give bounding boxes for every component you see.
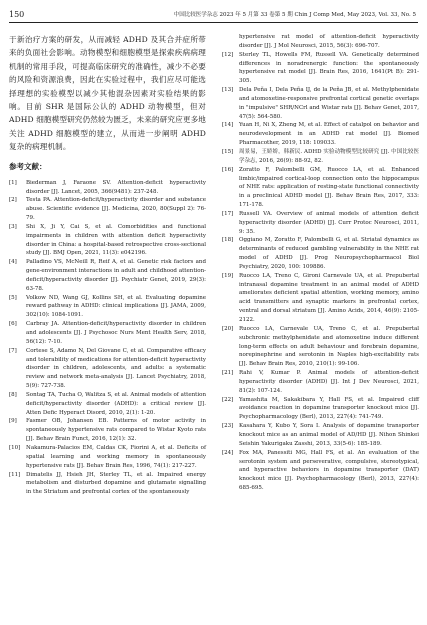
reference-number: [24] [222,449,234,456]
reference-text: Carbray JA. Attention-deficit/hyperactivity disorder in children and adolescents [J]. J Psychosoc Nurs Ment Health Serv, 2018, 56(12): 7-10. [26,321,206,345]
header-divider [9,22,418,23]
reference-number: [19] [222,272,234,279]
reference-number: [5] [9,294,17,301]
reference-number: [18] [222,237,234,244]
reference-text: Volkow ND, Wang GJ, Kollins SH, et al. Evaluating dopamine reward pathway in ADHD: clinical implications [J]. JAMA, 2009, 302(10): 1084-1091. [26,294,206,319]
reference-text: Ruocco LA, Carnevale UA, Treno C, et al. Prepubertal subchronic methylphenidate and atomoxetine induce different long-term effects on adult behaviour and forebrain dopamine, norepinephrine and serotonin in Naples high-excitability rats [J]. Behav Brain Res, 2010, 210(1): 99-106. [239,325,419,368]
reference-text: Kasahara Y, Kubo Y, Sora I. Analysis of dopamine transporter knockout mice as an animal model of AD/HD [J]. Nihon Shinkei Seishin Yakurigaku Zasshi, 2013, 33(5-6): 185-189. [239,423,419,447]
reference-item [9,391,206,418]
reference-item [222,369,419,396]
reference-number: [8] [9,391,17,398]
reference-item [222,148,419,166]
reference-item [9,347,206,391]
journal-running-header: 中国比较医学杂志 2023 年 5 月第 33 卷第 5 期 Chin J Comp Med, May 2023, Vol. 33, No. 5 [173,12,416,18]
reference-item [9,471,206,498]
reference-number: [10] [9,444,21,451]
reference-item [9,196,206,223]
reference-item [222,272,419,325]
reference-number: [21] [222,370,234,377]
reference-item [9,223,206,258]
reference-number: [11] [9,471,21,478]
reference-number: [17] [222,210,234,217]
reference-item [222,86,419,121]
reference-number: [20] [222,325,234,332]
reference-item [222,121,419,148]
reference-text: Nakamura-Palacios EM, Caldas CK, Fiorini A, et al. Deficits of spatial learning and working memory in spontaneously hypertensive rats [J]. Behav Brain Res, 1996, 74(1): 217-227. [26,444,206,469]
reference-item [222,325,419,369]
reference-number: [13] [222,87,234,94]
reference-number: [14] [222,122,234,129]
reference-text: Oggiano M, Zoratto F, Palombelli G, et al. Striatal dynamics as determinants of reduced gambling vulnerability in the NHE rat model of ADHD [J]. Prog Neuropsychopharmacol Biol Psychiatry, 2020, 100: 109886. [239,237,419,270]
reference-number: [7] [9,347,17,354]
reference-item [222,51,419,86]
reference-number: [1] [9,179,17,186]
references-heading: 参考文献： [9,161,47,171]
reference-item [222,166,419,210]
reference-text: hypertensive rat model of attention-deficit hyperactivity disorder [J]. J Mol Neurosci, 2015, 56(3): 696-707. [239,34,419,49]
reference-text: Yuan H, Ni X, Zheng M, et al. Effect of catalpol on behavior and neurodevelopment in an ADHD rat model [J]. Biomed Pharmacother, 2019, 118: 109033. [239,122,419,147]
reference-text: Zoratto F, Palombelli GM, Ruocco LA, et al. Enhanced limbic/impaired cortical-loop connection onto the hippocampus of NHE rats: application of resting-state functional connectivity in a preclinical ADHD model [J]. Behav Brain Res, 2017, 333: 171-178. [239,166,419,209]
reference-number: [12] [222,51,234,58]
reference-text: Fox MA, Panessiti MG, Hall FS, et al. An evaluation of the serotonin system and perseverative, compulsive, stereotypical, and hyperactive behaviors in dopamine transporter (DAT) knockout mice [J]. Psychopharmacology (Berl), 2013, 227(4): 685-695. [239,449,419,492]
left-column [9,33,206,497]
reference-text: 周景易，王娇娇，韩新民. ADHD 实验动物模型比较研究 [J]. 中国比较医学杂志, 2016, 26(9): 88-92, 82. [239,148,419,164]
reference-item [222,396,419,423]
reference-text: Dela Peña I, Dela Peña IJ, de la Peña JB, et al. Methylphenidate and atomoxetine-responsive prefrontal cortical genetic overlaps in "impulsive" SHR/NCrl and Wistar rats [J]. Behav Genet, 2017, 47(5): 564-580. [239,87,419,120]
reference-item [222,210,419,237]
body-paragraph: 于新治疗方案的研发，从而减轻 ADHD 及其合并症所带来的负面社会影响。动物模型和细胞模型是探索疾病病理机制的常用手段，可提高临床研究的准确性，减少不必要的风险和资源浪费，因此在实验过程中，我们应尽可能选择理想的实验模型以减少其他混杂因素对实验结果的影响。目前 SHR 是国际公认的 ADHD 动物模型，但对 ADHD 细胞模型研究仍然较为匮乏，未来的研究应更多地关注 ADHD 细胞模型的建立，从而进一步阐明 ADHD 复杂的病理机制。 [9,35,206,152]
reference-item [9,417,206,444]
reference-item [222,33,419,51]
reference-text: Dimatelis JJ, Hsieh JH, Sterley TL, et al. Impaired energy metabolism and disturbed dopamine and glutamate signalling in the Striatum and prefrontal cortex of the spontaneously [26,471,206,496]
reference-text: Shi X, Ji Y, Cai S, et al. Comorbidities and functional impairments in children with attention deficit hyperactivity disorder in China: a hospital-based retrospective cross-sectional study [J]. BMJ Open, 2021, 11(3): e042196. [26,223,206,257]
reference-number: [23] [222,423,234,430]
reference-item [9,258,206,293]
right-column [222,33,419,493]
reference-item [222,422,419,449]
reference-text: Rahi V, Kumar P. Animal models of attention-deficit hyperactivity disorder (ADHD) [J]. Int J Dev Neurosci, 2021, 81(2): 107-124. [239,370,419,394]
reference-number [222,33,239,51]
reference-text: Biederman J, Faraone SV. Attention-deficit hyperactivity disorder [J]. Lancet, 2005, 366(9481): 237-248. [26,179,206,195]
reference-item [9,294,206,321]
reference-text: Testa PA. Attention-deficit/hyperactivity disorder and substance abuse. Scientific evidence [J]. Medicina, 2020, 80(Suppl 2): 76-79. [26,197,206,222]
reference-item [9,179,206,197]
reference-text: Russell VA. Overview of animal models of attention deficit hyperactivity disorder (ADHD) [J]. Curr Protoc Neurosci, 2011, 9: 35. [239,210,419,235]
reference-text: Yamashita M, Sakakibara Y, Hall FS, et al. Impaired cliff avoidance reaction in dopamine transporter knockout mice [J]. Psychopharmacology (Berl), 2013, 227(4): 741-749. [239,396,419,421]
reference-number: [6] [9,321,17,328]
reference-list-right [222,33,419,493]
reference-number: [15] [222,148,234,155]
reference-text: Sterley TL, Howells FM, Russell VA. Genetically determined differences in noradrenergic function: the spontaneously hypertensive rat model [J]. Brain Res, 2016, 1641(Pt B): 291-305. [239,51,419,85]
reference-number: [2] [9,197,17,204]
reference-list-left [9,179,206,497]
reference-text: Sontag TA, Tucha O, Walitza S, et al. Animal models of attention deficit/hyperactivity disorder (ADHD): a critical review [J]. Atten Defic Hyperact Disord, 2010, 2(1): 1-20. [26,391,206,416]
reference-number: [9] [9,418,17,425]
reference-item [222,236,419,271]
reference-number: [3] [9,223,17,230]
reference-number: [22] [222,396,234,403]
reference-number: [16] [222,166,234,173]
reference-text: Cortese S, Adamo N, Del Giovane C, et al. Comparative efficacy and tolerability of medications for attention-deficit hyperactivity disorder in children, adolescents, and adults: a systematic review and network meta-analysis [J]. Lancet Psychiatry, 2018, 5(9): 727-738. [26,347,206,390]
reference-text: Ruocco LA, Treno C, Gironi Carnevale UA, et al. Prepubertal intranasal dopamine treatment in an animal model of ADHD ameliorates deficient spatial attention, working memory, amino acid transmitters and synaptic markers in prefrontal cortex, ventral and dorsal striatum [J]. Amino Acids, 2014, 46(9): 2105-2122. [239,272,419,323]
reference-text: Fasmer OB, Johansen EB. Patterns of motor activity in spontaneously hypertensive rats compared to Wistar Kyoto rats [J]. Behav Brain Funct, 2016, 12(1): 32. [26,418,206,443]
reference-item [9,320,206,347]
reference-item [9,444,206,471]
reference-item [222,449,419,493]
reference-text: Palladino VS, McNeill R, Reif A, et al. Genetic risk factors and gene-environment interactions in adult and childhood attention-deficit/hyperactivity disorder [J]. Psychiatr Genet, 2019, 29(3): 63-78. [26,259,206,292]
reference-number: [4] [9,259,17,266]
page-number: 150 [9,10,25,19]
